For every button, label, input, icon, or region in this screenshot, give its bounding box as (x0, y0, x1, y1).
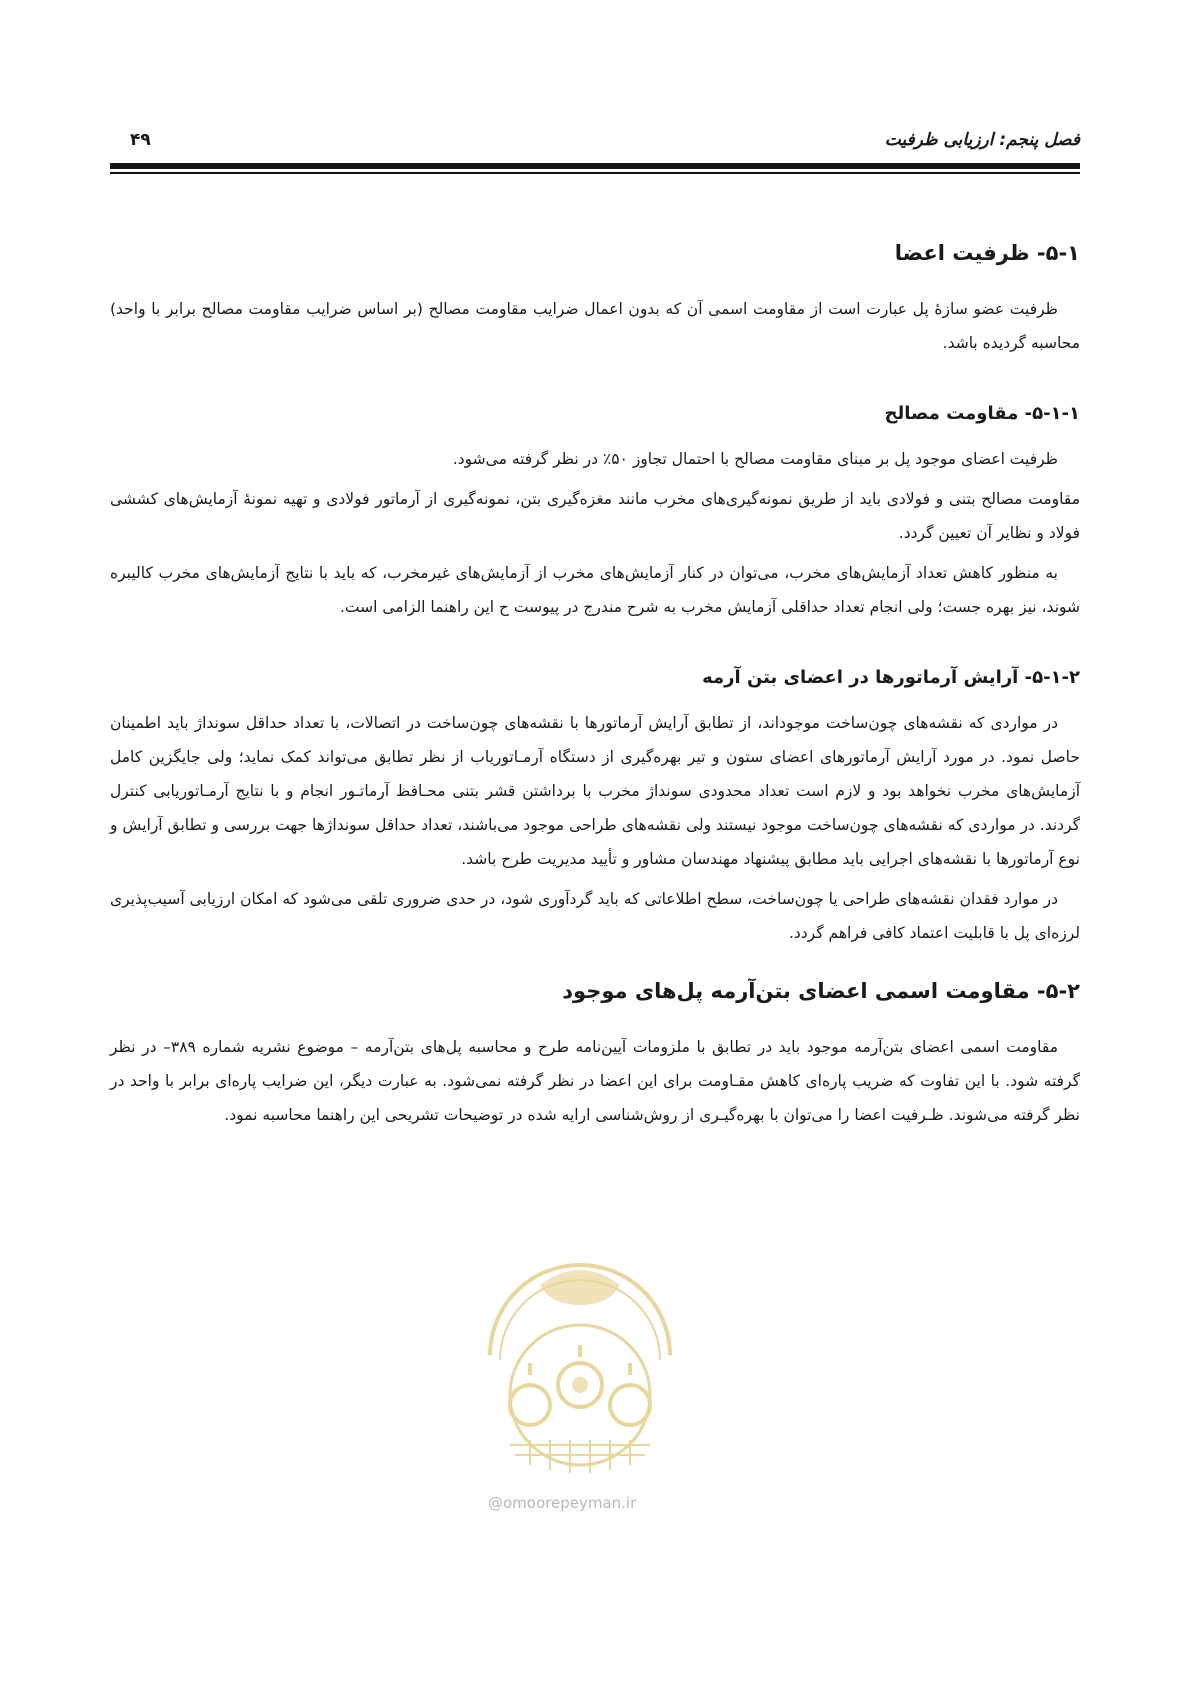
paragraph: مقاومت اسمی اعضای بتن‌آرمه موجود باید در تطابق با ملزومات آیین‌نامه طرح و محاسبه پل‌های بتن‌آرمه – موضوع نشریه شماره ۳۸۹– در نظر گرفته شود. با این تفاوت که ضریب پاره‌ای کاهش مقـاومت برای این اعضا در نظر گرفته نمی‌شود. به عبارت دیگر، این ضرایب پاره‌ای برابر با واحد در نظر گرفته می‌شوند. ظـرفیت اعضا را می‌توان با بهره‌گیـری از روش‌شناسی ارایه شده در توضیحات تشریحی این راهنما محاسبه نمود. (110, 1038, 1080, 1124)
page-header (110, 130, 1080, 156)
paragraph: ظرفیت اعضای موجود پل بر مبنای مقاومت مصالح با احتمال تجاوز ۵۰٪ در نظر گرفته می‌شود. (452, 450, 1058, 468)
header-rule-thin (110, 172, 1080, 174)
section-heading-5-1-1: ۵-۱-۱- مقاومت مصالح (884, 403, 1080, 424)
paragraph: به منظور کاهش تعداد آزمایش‌های مخرب، می‌توان در کنار آزمایش‌های مخرب از آزمایش‌های غیرمخرب، که باید با نتایج آزمایش‌های مخرب کالیبره شوند، نیز بهره جست؛ ولی انجام تعداد حداقلی آزمایش مخرب به شرح مندرج در پیوست ح این راهنما الزامی است. (110, 564, 1080, 616)
section-heading-5-2: ۵-۲- مقاومت اسمی اعضای بتن‌آرمه پل‌های موجود (562, 979, 1080, 1003)
paragraph: مقاومت مصالح بتنی و فولادی باید از طریق نمونه‌گیری‌های مخرب مانند مغزه‌گیری بتن، نمونه‌گیری از آرماتور فولادی و تهیه نمونهٔ آزمایش‌های کششی فولاد و نظایر آن تعیین گردد. (110, 490, 1080, 542)
spacer (110, 630, 1080, 648)
section-heading-5-1-2: ۵-۱-۲- آرایش آرماتورها در اعضای بتن آرمه (702, 667, 1080, 688)
page-content (110, 236, 1080, 1138)
paragraph: در موارد فقدان نقشه‌های طراحی یا چون‌ساخت، سطح اطلاعاتی که باید گردآوری شود، در حدی ضروری تلقی می‌شود که امکان ارزیابی آسیب‌پذیری لرزه‌ای پل با قابلیت اعتماد کافی فراهم گردد. (110, 890, 1080, 942)
section-heading-5-1: ۵-۱- ظرفیت اعضا (894, 241, 1080, 265)
watermark-logo-icon (470, 1245, 690, 1485)
watermark-url: @omoorepeyman.ir (488, 1494, 637, 1512)
spacer (110, 366, 1080, 384)
header-rule-thick (110, 163, 1080, 169)
spacer (110, 956, 1080, 974)
paragraph: ظرفیت عضو سازهٔ پل عبارت است از مقاومت اسمی آن که بدون اعمال ضرایب مقاومت مصالح (بر اساس ضرایب مقاومت مصالح برابر با واحد) محاسبه گردیده باشد. (110, 300, 1080, 352)
chapter-title: فصل پنجم: ارزیابی ظرفیت (884, 130, 1080, 150)
page-number: ۴۹ (130, 130, 151, 150)
paragraph: در مواردی که نقشه‌های چون‌ساخت موجوداند، از تطابق آرایش آرماتورها با نقشه‌های چون‌ساخت در اتصالات، با تعداد حداقل سونداژ باید اطمینان حاصل نمود. در مورد آرایش آرماتورهای اعضای ستون و تیر بهره‌گیری از دستگاه آرمـاتوریاب از نظر تطابق می‌تواند کمک نماید؛ ولی جایگزین کامل آزمایش‌های مخرب نخواهد بود و لازم است تعداد محدودی سونداژ مخرب با برداشتن قشر بتنی محـافظ آرماتـور انجام و با نتایج آرمـاتوریابی کنترل گردند. در مواردی که نقشه‌های چون‌ساخت موجود نیستند ولی نقشه‌های طراحی موجود می‌باشند، تعداد حداقل سونداژها جهت بررسی و تطابق آرایش و نوع آرماتورها با نقشه‌های اجرایی باید مطابق پیشنهاد مهندسان مشاور و تأیید مدیریت طرح باشد. (110, 714, 1080, 868)
